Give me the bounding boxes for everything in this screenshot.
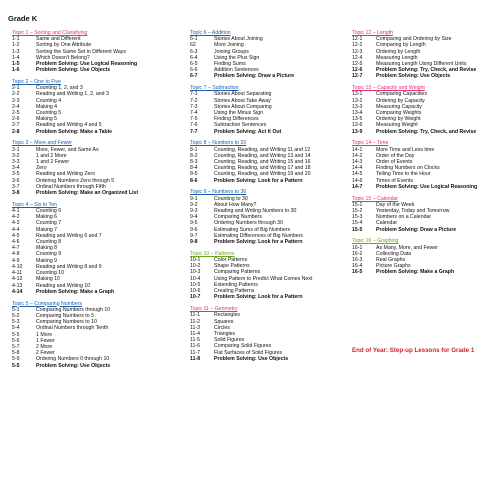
lesson-title: Reading and Writing 8 and 9 (36, 263, 102, 270)
lesson-number: 1-4 (12, 54, 20, 61)
lesson-number: 16-1 (352, 244, 363, 251)
lesson-title: Comparing Weights (376, 110, 422, 117)
lesson-number: 4-7 (12, 245, 20, 252)
lesson-number: 5-4 (12, 325, 20, 332)
lesson-number: 12-5 (352, 61, 363, 68)
lesson-title: Problem Solving: Look for a Pattern (214, 177, 303, 184)
lesson-title: Ordering by Length (376, 48, 421, 55)
lesson-title: As Many, More, and Fewer (376, 244, 438, 251)
lesson-title: Problem Solving: Make a Graph (36, 288, 115, 295)
lesson-title: Problem Solving: Make a Graph (376, 269, 455, 276)
lesson-number: 11-5 (190, 337, 200, 344)
lesson-title: Comparing Capacities (376, 91, 428, 98)
lesson-title: Counting, Reading, and Writing 17 and 18 (214, 165, 311, 172)
lesson-number: 8-3 (190, 159, 198, 166)
lesson-title: Picture Graphs (376, 263, 411, 270)
lesson-title: Numbers on a Calendar (376, 214, 432, 221)
lesson-title: 1 More (36, 331, 53, 338)
lesson-title: Triangles (214, 330, 236, 337)
lesson-title: Problem Solving: Make a Table (36, 128, 113, 135)
lesson-title: Ordering by Capacity (376, 97, 425, 104)
lesson-number: 13-3 (352, 103, 363, 110)
lesson-title: Problem Solving: Try, Check, and Revise (376, 67, 477, 74)
lesson-title: Making 8 (36, 245, 58, 252)
column-right (352, 30, 492, 281)
topic-block (190, 30, 348, 80)
lesson-title: Subtraction Sentences (214, 122, 267, 129)
lesson-title: Zero (36, 165, 47, 172)
topic-title: Topic 12 – Length (352, 30, 393, 36)
lesson-title: Problem Solving: Use Objects (36, 362, 111, 369)
lesson-number: 7-4 (190, 110, 198, 117)
lesson-title: Circles (214, 324, 230, 331)
lesson-title: Comparing Patterns (214, 269, 261, 276)
lesson-title: Counting, Reading, and Writing 19 and 20 (214, 171, 311, 178)
lesson-title: Rectangles (214, 312, 240, 319)
topic-title: Topic 8 – Numbers to 20 (190, 140, 247, 147)
lesson-number: 10-4 (190, 275, 201, 282)
lesson-title: Reading and Writing 10 (36, 282, 91, 289)
lesson-number: 5-9 (12, 356, 20, 363)
lesson-title: Comparing and Ordering by Size (376, 36, 452, 43)
lesson-title: Problem Solving: Use Logical Reasoning (376, 183, 478, 190)
lesson-title: Counting, Reading, and Writing 15 and 16 (214, 159, 311, 166)
lesson-number: 11-7 (190, 349, 200, 356)
topic-title: Topic 6 – Addition (190, 30, 231, 36)
lesson-title: Shape Patterns (214, 263, 250, 270)
topic-block (190, 85, 348, 135)
lesson-number: 4-12 (12, 276, 23, 283)
lesson-number: 7-6 (190, 122, 198, 129)
lesson-title: Sorting the Same Set in Different Ways (36, 48, 126, 55)
topic-block (352, 85, 492, 135)
lesson-title: Making 5 (36, 116, 58, 123)
lesson-number: 4-9 (12, 257, 20, 264)
lesson-title: Counting, Reading, and Writing 11 and 12 (214, 146, 311, 153)
lesson-title: Counting 7 (36, 220, 62, 227)
problem-solving-lesson (190, 239, 348, 245)
lesson-title: 1 and 2 Fewer (36, 159, 70, 166)
lesson-title: Which Doesn't Belong? (36, 54, 90, 61)
lesson-title: Squares (214, 318, 234, 325)
lesson-number: 9-2 (190, 201, 198, 208)
lesson-number: 13-9 (352, 128, 363, 135)
lesson-number: 3-2 (12, 152, 20, 159)
lesson-number: 11-4 (190, 330, 200, 337)
lesson-number: 4-2 (12, 214, 20, 221)
lesson-title: Stories About Take Away (214, 97, 271, 104)
lesson-number: 5-7 (12, 343, 20, 350)
lesson-number: 11-8 (190, 355, 201, 362)
lesson-title: Extending Patterns (214, 281, 258, 288)
lesson-number: 14-6 (352, 177, 363, 184)
lesson-title: Making 4 (36, 103, 58, 110)
lesson-title: Telling Time to the Hour (376, 171, 431, 178)
lesson-title: Counting 6 (36, 208, 62, 215)
topic-title: Topic 7 – Subtraction (190, 85, 239, 92)
topic-title: Topic 10 – Patterns (190, 250, 235, 257)
lesson-number: 9-7 (190, 232, 198, 239)
lesson-number: 4-5 (12, 232, 20, 239)
lesson-title: Making 10 (36, 276, 60, 283)
lesson-number: 15-1 (352, 201, 363, 208)
topic-title: Topic 15 – Calendar (352, 195, 399, 202)
problem-solving-lesson (190, 178, 348, 184)
lesson-number: 6-3 (190, 48, 198, 55)
lesson-number: 4-13 (12, 282, 23, 289)
lesson-title: Counting 9 (36, 251, 62, 258)
lesson-title: Flat Surfaces of Solid Figures (214, 349, 283, 356)
lesson-title: Comparing Numbers (214, 214, 262, 221)
lesson-title: Counting 8 (36, 239, 62, 246)
lesson-title: Reading and Writing 6 and 7 (36, 232, 102, 239)
lesson-number: 4-3 (12, 220, 20, 227)
lesson-number: 7-1 (190, 91, 198, 98)
topic-title: Topic 14 – Time (352, 140, 389, 147)
lesson-title: Order of the Day (376, 152, 415, 159)
lesson-number: 13-5 (352, 116, 363, 123)
lesson-title: Reading and Writing 4 and 5 (36, 122, 102, 129)
lesson-title: Times of Events (376, 177, 413, 184)
lesson-title: Finding Numbers on Clocks (376, 165, 440, 172)
topic-block (12, 202, 172, 295)
lesson-title: Problem Solving: Try, Check, and Revise (376, 128, 477, 135)
lesson-number: 12-3 (352, 48, 363, 55)
lesson-number: 9-1 (190, 195, 198, 202)
lesson-title: Counting 1, 2, and 3 (36, 85, 83, 92)
lesson-number: 14-1 (352, 146, 363, 153)
lesson-number: 8-2 (190, 152, 198, 159)
topic-block (12, 140, 172, 196)
lesson-number: 16-2 (352, 250, 363, 257)
lesson-number: 12-2 (352, 42, 363, 49)
lesson-number: 11-2 (190, 318, 200, 325)
lesson-number: 16-4 (352, 263, 363, 270)
lesson-number: 2-8 (12, 128, 20, 135)
lesson-number: 15-3 (352, 214, 363, 221)
lesson-number: 9-6 (190, 226, 198, 233)
lesson-number: 11-1 (190, 312, 200, 319)
problem-solving-lesson (12, 67, 172, 73)
lesson-number: 4-10 (12, 263, 23, 270)
lesson-number: 8-4 (190, 165, 198, 172)
lesson-number: 2-6 (12, 116, 20, 123)
lesson-title: Addition Sentences (214, 67, 259, 74)
lesson-number: 5-5 (12, 331, 20, 338)
lesson-title: Same and Different (36, 36, 81, 43)
lesson-title: Stories About Comparing (214, 103, 272, 110)
problem-solving-lesson (352, 269, 492, 275)
lesson-number: 3-4 (12, 165, 20, 172)
lesson-number: 14-4 (352, 165, 363, 172)
lesson-number: 12-6 (352, 67, 363, 74)
lesson-title: Collecting Data (376, 250, 412, 257)
topic-block (352, 196, 492, 233)
lesson-title: Using the Minus Sign (214, 110, 264, 117)
lesson-number: 13-4 (352, 110, 363, 117)
lesson-number: 9-8 (190, 239, 198, 246)
lesson-title: Measuring Capacity (376, 103, 422, 110)
lesson-title: About How Many? (214, 201, 257, 208)
lesson-title: 1 Fewer (36, 337, 55, 344)
topic-title: Topic 3 – More and Fewer (12, 140, 72, 147)
lesson-number: 16-5 (352, 269, 363, 276)
lesson-title: Problem Solving: Look for a Pattern (214, 294, 303, 301)
lesson-number: 6-4 (190, 54, 198, 61)
problem-solving-lesson (352, 129, 492, 135)
lesson-title: Problem Solving: Use Objects (36, 67, 111, 74)
lesson-title: Measuring Length (376, 54, 418, 61)
problem-solving-lesson (12, 289, 172, 295)
lesson-title: Comparing Numbers to 10 (36, 319, 97, 326)
lesson-number: 2-1 (12, 85, 20, 92)
problem-solving-lesson (352, 73, 492, 79)
lesson-number: 10-1 (190, 257, 201, 264)
lesson-number: 62 (190, 42, 196, 49)
lesson-title: Comparing Solid Figures (214, 343, 272, 350)
lesson-title: Problem Solving: Draw a Picture (376, 226, 457, 233)
topic-block (352, 140, 492, 190)
lesson-number: 4-14 (12, 288, 23, 295)
lesson-number: 8-1 (190, 146, 198, 153)
lesson-number: 6-6 (190, 67, 198, 74)
lesson-title: 1 and 2 More (36, 152, 67, 159)
lesson-title: Ordering Numbers through 30 (214, 220, 283, 227)
lesson-number: 2-7 (12, 122, 20, 129)
problem-solving-lesson (12, 363, 172, 369)
lesson-title: Creating Patterns (214, 288, 255, 295)
lesson-number: 15-5 (352, 226, 363, 233)
topic-block (190, 251, 348, 301)
lesson-number: 7-3 (190, 103, 198, 110)
lesson-title: Day of the Week (376, 201, 415, 208)
lesson-number: 9-5 (190, 220, 198, 227)
problem-solving-lesson (352, 227, 492, 233)
lesson-title: Problem Solving: Use Logical Reasoning (36, 61, 138, 68)
lesson-title: Ordering Numbers Zero through 5 (36, 177, 115, 184)
problem-solving-lesson (352, 184, 492, 190)
topic-title: Topic 1 – Sorting and Classifying (12, 30, 88, 36)
problem-solving-lesson (190, 129, 348, 135)
lesson-title: Sorting by One Attribute (36, 42, 92, 49)
lesson-number: 9-4 (190, 214, 198, 221)
lesson-title: Counting 4 (36, 97, 62, 104)
lesson-number: 3-6 (12, 177, 20, 184)
lesson-title: Problem Solving: Draw a Picture (214, 73, 295, 80)
topic-block (190, 140, 348, 183)
lesson-title: Yesterday, Today and Tomorrow (376, 208, 450, 215)
lesson-number: 5-1 (12, 306, 20, 313)
end-of-year-note: End of Year: Step-up Lessons for Grade 1 (352, 347, 475, 354)
lesson-number: 1-1 (12, 36, 20, 43)
lesson-number: 6-1 (190, 36, 198, 43)
lesson-number: 7-7 (190, 128, 198, 135)
lesson-title: Real Graphs (376, 257, 406, 264)
topic-title: Topic 5 – Comparing Numbers (12, 300, 83, 307)
lesson-title: Stories About Joining (214, 36, 263, 43)
lesson-number: 3-7 (12, 183, 20, 190)
lesson-number: 5-5 (12, 362, 20, 369)
lesson-number: 2-5 (12, 110, 20, 117)
lesson-title: Estimating Sums of Big Numbers (214, 226, 291, 233)
lesson-title: Finding Sums (214, 61, 246, 68)
lesson-title: More Time and Less time (376, 146, 435, 153)
lesson-number: 10-6 (190, 288, 201, 295)
topic-block (12, 30, 172, 73)
lesson-number: 6-7 (190, 73, 198, 80)
lesson-number: 14-7 (352, 183, 363, 190)
lesson-title: Using the Plus Sign (214, 54, 260, 61)
lesson-title: Measuring Weight (376, 122, 418, 129)
lesson-title: Ordinal Numbers through Tenth (36, 325, 109, 332)
lesson-number: 14-5 (352, 171, 363, 178)
lesson-title: Solid Figures (214, 337, 245, 344)
column-middle (190, 30, 348, 368)
lesson-number: 9-3 (190, 208, 198, 215)
lesson-title: 2 More (36, 343, 53, 350)
lesson-title: Reading and Writing 1, 2, and 3 (36, 91, 109, 98)
lesson-number: 4-11 (12, 270, 22, 277)
lesson-title: Comparing Numbers to 5 (36, 312, 94, 319)
lesson-title: Making 9 (36, 257, 58, 264)
lesson-number: 2-2 (12, 91, 20, 98)
lesson-title: Ordering by Weight (376, 116, 421, 123)
lesson-title: Counting 10 (36, 270, 64, 277)
lesson-number: 11-6 (190, 343, 200, 350)
lesson-number: 6-5 (190, 61, 198, 68)
lesson-title: Using Pattern to Predict What Comes Next (214, 275, 313, 282)
lesson-number: 7-5 (190, 116, 198, 123)
topic-title: Topic 2 – One to Five (12, 79, 62, 86)
lesson-number: 1-2 (12, 42, 20, 49)
lesson-number: 8-5 (190, 171, 198, 178)
topic-block (352, 30, 492, 80)
lesson-number: 12-1 (352, 36, 363, 43)
problem-solving-lesson (190, 294, 348, 300)
problem-solving-lesson (12, 129, 172, 135)
lesson-number: 2-4 (12, 103, 20, 110)
lesson-number: 4-4 (12, 226, 20, 233)
lesson-title: Comparing Numbers through 10 (36, 306, 111, 313)
problem-solving-lesson (190, 356, 348, 362)
lesson-title: Problem Solving: Use Objects (214, 355, 289, 362)
lesson-number: 15-2 (352, 208, 363, 215)
lesson-title: More, Fewer, and Same As (36, 146, 99, 153)
topic-block (352, 238, 492, 275)
lesson-number: 4-6 (12, 239, 20, 246)
lesson-number: 3-5 (12, 171, 20, 178)
topic-title: Topic 13 – Capacity and Weight (352, 85, 425, 92)
topic-title: Topic 11 – Geometry (190, 306, 238, 313)
lesson-title: Problem Solving: Look for a Pattern (214, 239, 303, 246)
lesson-number: 5-3 (12, 319, 20, 326)
lesson-title: Counting 5 (36, 110, 62, 117)
lesson-number: 1-5 (12, 61, 20, 68)
lesson-number: 14-2 (352, 152, 363, 159)
problem-solving-lesson (190, 73, 348, 79)
lesson-title: Order of Events (376, 159, 413, 166)
lesson-title: Ordering Numbers 0 through 10 (36, 356, 110, 363)
lesson-title: Counting, Reading, and Writing 13 and 14 (214, 152, 311, 159)
lesson-number: 12-4 (352, 54, 363, 61)
page-title: Grade K (8, 14, 38, 23)
lesson-title: Joining Groups (214, 48, 249, 55)
lesson-number: 12-7 (352, 73, 363, 80)
lesson-title: Problem Solving: Make an Organized List (36, 190, 139, 197)
topic-title: Topic 4 – Six to Ten (12, 201, 57, 208)
lesson-number: 3-8 (12, 190, 20, 197)
lesson-number: 1-3 (12, 48, 20, 55)
lesson-number: 7-2 (190, 97, 198, 104)
lesson-number: 10-3 (190, 269, 201, 276)
lesson-number: 11-3 (190, 324, 200, 331)
lesson-title: Making 7 (36, 226, 58, 233)
lesson-title: Ordinal Numbers through Fifth (36, 183, 106, 190)
lesson-number: 13-6 (352, 122, 363, 129)
lesson-title: Making 6 (36, 214, 58, 221)
lesson-title: More Joining (214, 42, 244, 49)
topic-block (12, 301, 172, 369)
lesson-title: Problem Solving: Act It Out (214, 128, 282, 135)
lesson-title: Counting to 30 (214, 195, 248, 202)
lesson-number: 10-2 (190, 263, 201, 270)
lesson-number: 13-1 (352, 91, 363, 98)
lesson-number: 14-3 (352, 159, 363, 166)
lesson-number: 10-5 (190, 281, 201, 288)
lesson-title: Measuring Length Using Different Units (376, 61, 467, 68)
lesson-number: 15-4 (352, 220, 363, 227)
lesson-title: 2 Fewer (36, 350, 55, 357)
topic-block (190, 189, 348, 245)
lesson-title: Reading and Writing Numbers to 30 (214, 208, 297, 215)
lesson-number: 10-7 (190, 294, 201, 301)
lesson-title: Finding Differences (214, 116, 259, 123)
lesson-title: Comparing by Length (376, 42, 426, 49)
topic-title: Topic 16 – Graphing (352, 238, 399, 245)
lesson-title: Problem Solving: Use Objects (376, 73, 451, 80)
topic-block (190, 306, 348, 362)
lesson-number: 13-2 (352, 97, 363, 104)
lesson-number: 5-8 (12, 350, 20, 357)
lesson-title: Reading and Writing Zero (36, 171, 96, 178)
lesson-title: Color Patterns (214, 257, 248, 264)
lesson-title: Estimating Differences of Big Numbers (214, 232, 303, 239)
lesson-number: 4-8 (12, 251, 20, 258)
lesson-title: Stories About Separating (214, 91, 272, 98)
lesson-number: 3-1 (12, 146, 20, 153)
lesson-number: 4-1 (12, 208, 20, 215)
lesson-number: 8-6 (190, 177, 198, 184)
column-left (12, 30, 172, 374)
lesson-number: 1-6 (12, 67, 20, 74)
lesson-title: Calendar (376, 220, 398, 227)
lesson-number: 5-2 (12, 312, 20, 319)
topic-title: Topic 9 – Numbers to 30 (190, 189, 247, 196)
lesson-number: 3-3 (12, 159, 20, 166)
lesson-number: 5-6 (12, 337, 20, 344)
problem-solving-lesson (12, 190, 172, 196)
lesson-number: 2-3 (12, 97, 20, 104)
lesson-number: 16-3 (352, 257, 363, 264)
topic-block (12, 79, 172, 135)
